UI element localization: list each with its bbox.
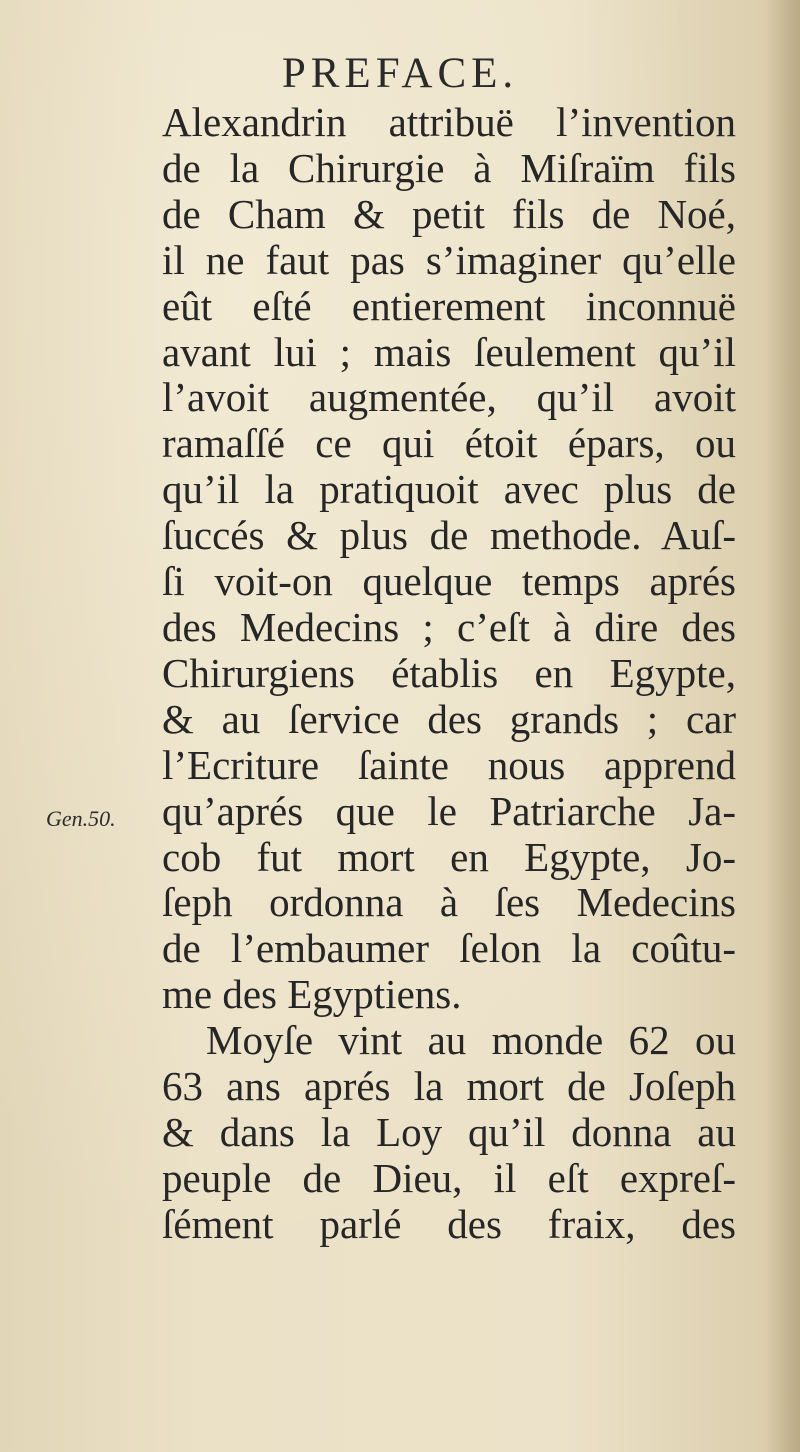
text-line: ramaſſé ce qui étoit épars, ou xyxy=(162,420,736,467)
text-line: avant lui ; mais ſeulement qu’il xyxy=(162,328,736,375)
text-line: l’Ecriture ſainte nous apprend xyxy=(162,741,736,788)
text-line: & au ſervice des grands ; car xyxy=(162,695,736,742)
text-line: me des Egyptiens. xyxy=(162,971,462,1018)
text-line: eût eſté entierement inconnuë xyxy=(162,282,736,329)
paragraph-2 xyxy=(162,1018,736,1248)
text-line: l’avoit augmentée, qu’il avoit xyxy=(162,374,736,421)
text-line: 63 ans aprés la mort de Joſeph xyxy=(162,1063,736,1110)
text-line: & dans la Loy qu’il donna au xyxy=(162,1108,736,1155)
text-line: ſi voit-on quelque temps aprés xyxy=(162,558,736,605)
body-text xyxy=(162,100,736,1248)
text-line: ſuccés & plus de methode. Auſ- xyxy=(162,512,736,559)
text-line: qu’il la pratiquoit avec plus de xyxy=(162,466,736,513)
page-edge-shadow xyxy=(766,0,800,1452)
text-line: peuple de Dieu, il eſt expreſ- xyxy=(162,1154,736,1201)
text-line: cob fut mort en Egypte, Jo- xyxy=(162,833,736,880)
margin-note: Gen.50. xyxy=(46,806,116,831)
text-line: Moyſe vint au monde 62 ou xyxy=(206,1017,736,1064)
text-line: ſément parlé des fraix, des xyxy=(162,1200,736,1247)
paragraph-1 xyxy=(162,100,736,1018)
text-line: ſeph ordonna à ſes Medecins xyxy=(162,879,736,926)
text-line: qu’aprés que le Patriarche Ja- xyxy=(162,787,736,834)
text-line: Alexandrin attribuë l’invention xyxy=(162,99,736,145)
text-line: de l’embaumer ſelon la coûtu- xyxy=(162,925,736,972)
text-line: Chirurgiens établis en Egypte, xyxy=(162,649,736,696)
running-header: PREFACE. xyxy=(281,50,519,97)
text-line: il ne faut pas s’imaginer qu’elle xyxy=(162,236,736,283)
text-line: des Medecins ; c’eſt à dire des xyxy=(162,603,736,650)
text-line: de Cham & petit fils de Noé, xyxy=(162,190,736,237)
text-line: de la Chirurgie à Miſraïm fils xyxy=(162,144,736,191)
